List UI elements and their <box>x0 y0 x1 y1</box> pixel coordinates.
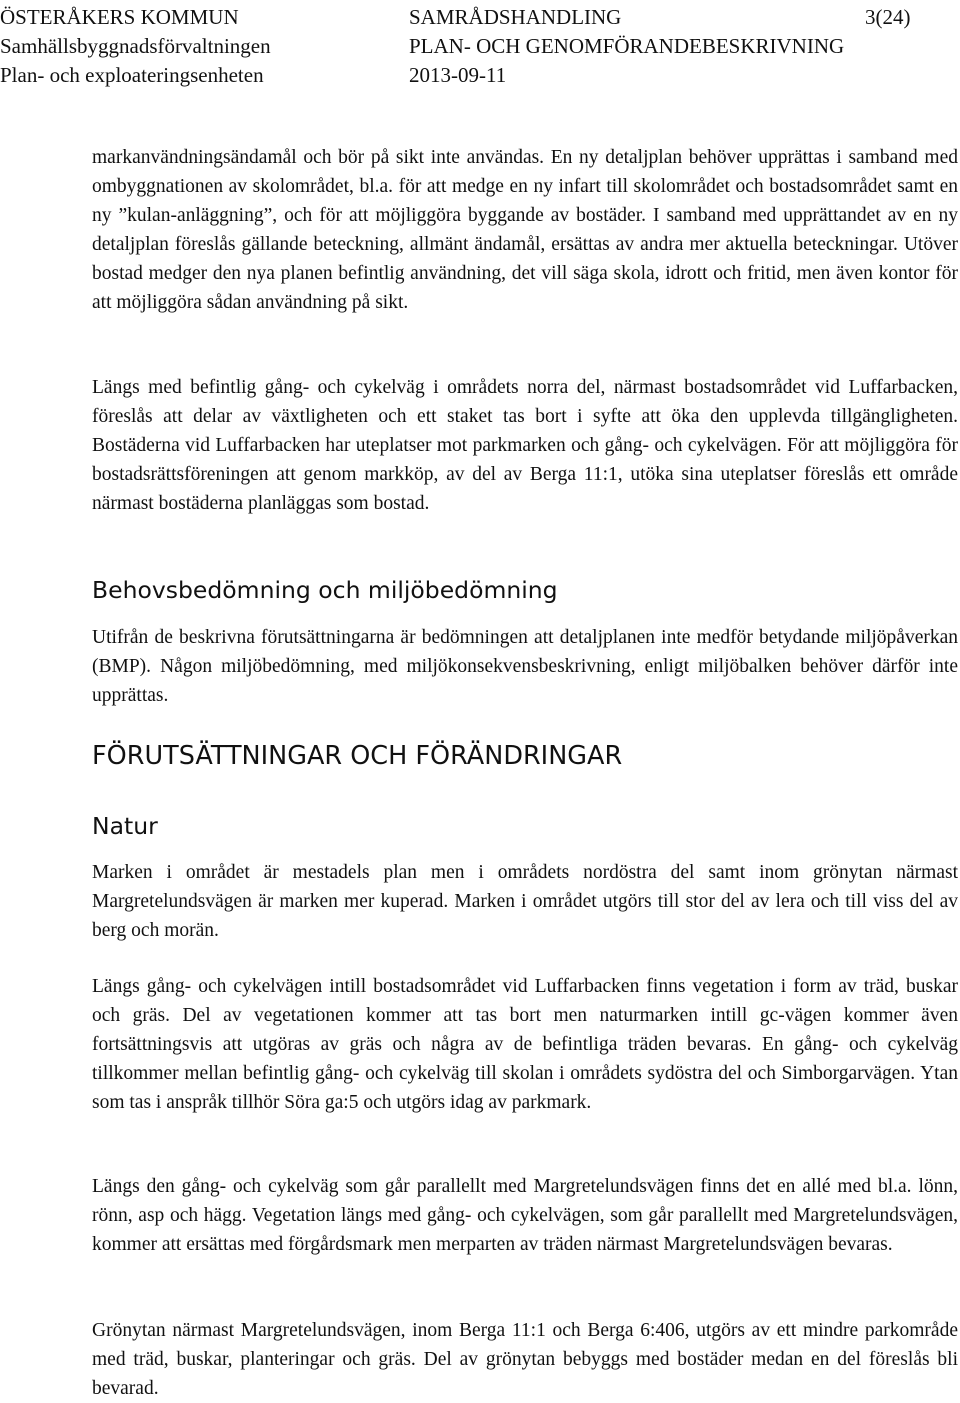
header-page-number: 3(24) <box>865 5 911 29</box>
header-unit: Plan- och exploateringsenheten <box>0 63 264 87</box>
paragraph-natur-mark: Marken i området är mestadels plan men i områdets nordöstra del samt inom grönytan närmast Margretelundsvägen är marken mer kuperad. Marken i området utgörs till stor del av lera och till viss del av berg och morän. <box>92 862 958 941</box>
paragraph-natur-alle: Längs den gång- och cykelväg som går parallellt med Margretelundsvägen finns det en allé med bl.a. lönn, rönn, asp och hägg. Vegetation längs med gång- och cykelvägen, som går parallellt med Margretelundsvägen, kommer att ersättas med förgårdsmark men merparten av träden närmast Margretelundsvägen bevaras. <box>92 1176 958 1255</box>
paragraph-luffarbacken: Längs med befintlig gång- och cykelväg i områdets norra del, närmast bostadsområdet vid Luffarbacken, föreslås att delar av växtligheten och ett staket tas bort i syfte att öka den upplevda tillgängligheten. Bostäderna vid Luffarbacken har uteplatser mot parkmarken och gång- och cykelvägen. För att möjliggöra för bostadsrättsföreningen att genom markköp, av del av Berga 11:1, utöka sina uteplatser föreslås ett område närmast bostäderna planläggas som bostad. <box>92 377 958 514</box>
paragraph-natur-gronyta: Grönytan närmast Margretelundsvägen, inom Berga 11:1 och Berga 6:406, utgörs av ett mindre parkområde med träd, buskar, planteringar och gräs. Del av grönytan bebyggs med bostäder medan en del föreslås bli bevarad. <box>92 1320 958 1399</box>
paragraph-natur-vegetation: Längs gång- och cykelvägen intill bostadsområdet vid Luffarbacken finns vegetation i form av träd, buskar och gräs. Del av vegetationen kommer att tas bort men naturmarken intill gc-vägen kommer även fortsättningsvis att utgöras av gräs och några av de befintliga träden bevaras. En gång- och cykelväg tillkommer mellan befintlig gång- och cykelväg till skolan i områdets sydöstra del och Simborgarvägen. Ytan som tas i anspråk tillhör Söra ga:5 och utgörs idag av parkmark. <box>92 976 958 1113</box>
paragraph-behovsbedomning: Utifrån de beskrivna förutsättningarna är bedömningen att detaljplanen inte medför betydande miljöpåverkan (BMP). Någon miljöbedömning, med miljökonsekvensbeskrivning, enligt miljöbalken behöver därför inte upprättas. <box>92 627 958 706</box>
heading-natur: Natur <box>92 812 158 840</box>
heading-behovsbedomning: Behovsbedömning och miljöbedömning <box>92 576 558 604</box>
header-doc-type: SAMRÅDSHANDLING <box>409 5 622 29</box>
header-org: ÖSTERÅKERS KOMMUN <box>0 5 239 29</box>
heading-forutsattningar: FÖRUTSÄTTNINGAR OCH FÖRÄNDRINGAR <box>92 741 623 771</box>
header-doc-title: PLAN- OCH GENOMFÖRANDEBESKRIVNING <box>409 34 845 58</box>
paragraph-markanvandning: markanvändningsändamål och bör på sikt inte användas. En ny detaljplan behöver upprättas i samband med ombyggnationen av skolområdet, bl.a. för att medge en ny infart till skolområdet och bostadsområdet samt en ny ”kulan-anläggning”, och för att möjliggöra byggande av bostäder. I samband med upprättandet av en ny detaljplan föreslås gällande beteckning, allmänt ändamål, ersättas av andra mer aktuella beteckningar. Utöver bostad medger den nya planen befintlig användning, det vill säga skola, idrott och fritid, men även kontor för att möjliggöra sådan användning på sikt. <box>92 147 958 313</box>
header-department: Samhällsbyggnadsförvaltningen <box>0 34 271 58</box>
header-date: 2013-09-11 <box>409 63 507 87</box>
